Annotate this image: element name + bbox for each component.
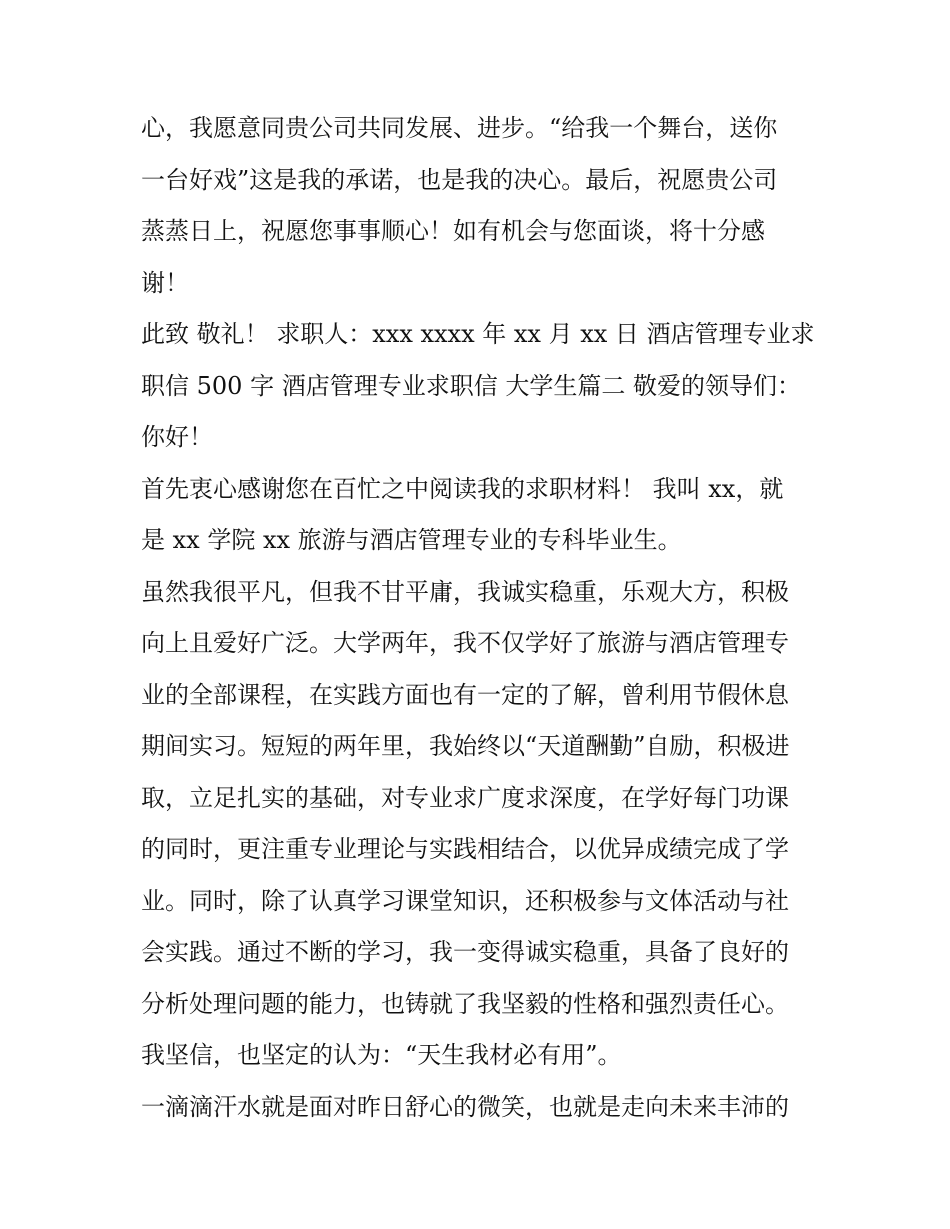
text-line: 首先衷心感谢您在百忙之中阅读我的求职材料！ 我叫 xx，就: [141, 474, 784, 503]
text-line: 取，立足扎实的基础，对专业求广度求深度，在学好每门功课: [141, 783, 789, 812]
text-line: 业的全部课程，在实践方面也有一定的了解，曾利用节假休息: [141, 680, 789, 709]
text-line: 虽然我很平凡，但我不甘平庸，我诚实稳重，乐观大方，积极: [141, 577, 789, 606]
text-line: 会实践。通过不断的学习，我一变得诚实稳重，具备了良好的: [141, 938, 789, 966]
text-line: 是 xx 学院 xx 旅游与酒店管理专业的专科毕业生。: [141, 526, 682, 554]
text-line: 蒸蒸日上，祝愿您事事顺心！如有机会与您面谈，将十分感: [141, 217, 765, 245]
text-line: 此致 敬礼！ 求职人：xxx xxxx 年 xx 月 xx 日 酒店管理专业求: [141, 320, 815, 348]
letter-body: [141, 103, 816, 1133]
text-line: 谢！: [141, 268, 189, 297]
text-line: 一滴滴汗水就是面对昨日舒心的微笑，也就是走向未来丰沛的: [141, 1092, 789, 1121]
text-line: 业。同时，除了认真学习课堂知识，还积极参与文体活动与社: [141, 886, 789, 915]
text-line: 的同时，更注重专业理论与实践相结合，以优异成绩完成了学: [141, 835, 789, 863]
text-line: 一台好戏”这是我的承诺，也是我的决心。最后，祝愿贵公司: [141, 165, 778, 194]
text-line: 职信 500 字 酒店管理专业求职信 大学生篇二 敬爱的领导们：: [141, 371, 801, 400]
text-line: 你好！: [141, 423, 213, 451]
text-line: 分析处理问题的能力，也铸就了我坚毅的性格和强烈责任心。: [141, 989, 789, 1018]
text-line: 向上且爱好广泛。大学两年，我不仅学好了旅游与酒店管理专: [141, 629, 789, 657]
text-line: 心，我愿意同贵公司共同发展、进步。“给我一个舞台，送你: [141, 114, 778, 142]
text-line: 我坚信，也坚定的认为：“天生我材必有用”。: [141, 1041, 622, 1069]
text-line: 期间实习。短短的两年里，我始终以“天道酬勤”自励，积极进: [141, 732, 790, 760]
